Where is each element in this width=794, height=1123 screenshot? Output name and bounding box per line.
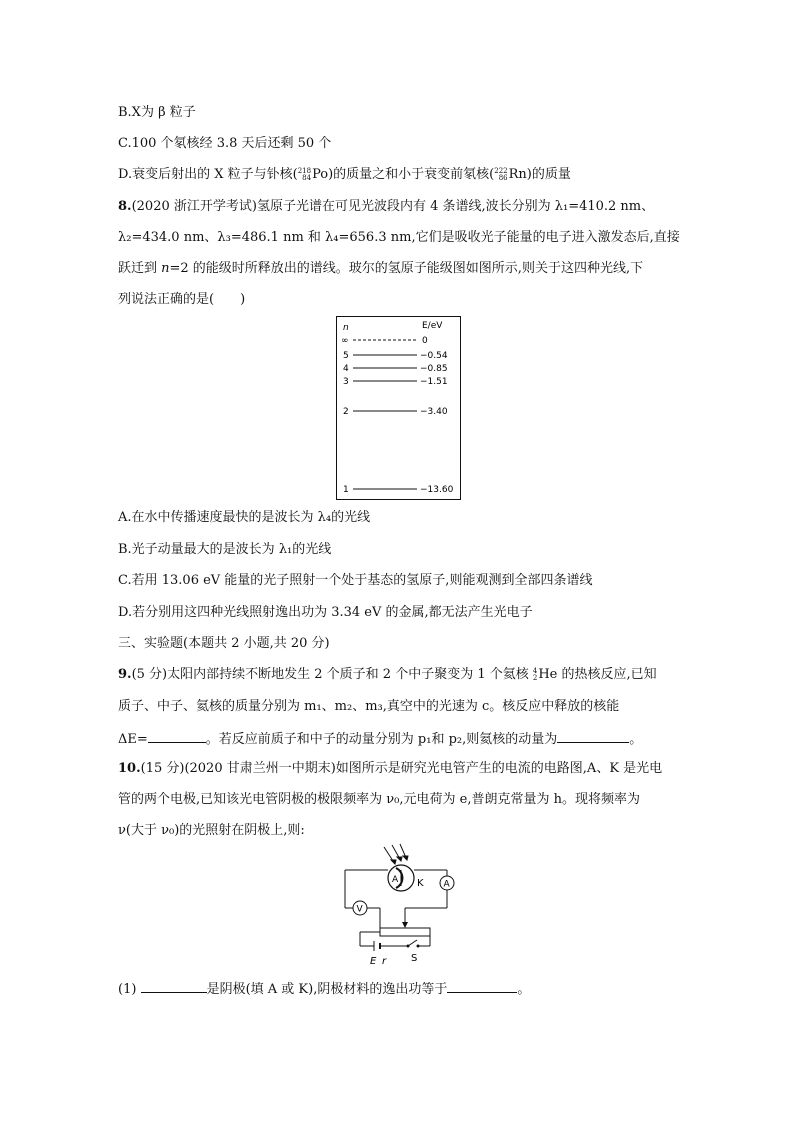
option-d: D.衰变后射出的 X 粒子与钋核( 218 84 Po)的质量之和小于衰变前氡核( 222 86 Rn)的质量 <box>118 166 571 182</box>
answer-blank-work-function[interactable] <box>447 979 517 993</box>
ammeter-label: A <box>443 879 450 890</box>
photo-tube <box>388 865 414 891</box>
level-5-e: −0.54 <box>420 351 448 361</box>
option-c: C.100 个氡核经 3.8 天后还剩 50 个 <box>118 136 332 151</box>
energy-level-diagram <box>336 316 461 500</box>
light-rays <box>384 844 408 864</box>
level-4 <box>343 364 448 374</box>
level-1 <box>343 485 454 495</box>
internal-resistance-label: r <box>382 956 387 967</box>
ammeter <box>440 876 454 890</box>
level-5-n: 5 <box>343 351 349 361</box>
answer-blank-energy[interactable] <box>148 729 206 743</box>
cathode-label: K <box>417 878 424 889</box>
he-nuclide: 4 2 <box>532 666 538 682</box>
level-3 <box>343 377 448 387</box>
battery <box>374 941 380 951</box>
n-axis-label: n <box>343 323 349 333</box>
q10-line1: 10.(15 分)(2020 甘肃兰州一中期末)如图所示是研究光电管产生的电流的电路图,A、K 是光电 <box>118 761 663 776</box>
option-b: B.X为 β 粒子 <box>118 105 196 120</box>
level-4-n: 4 <box>343 364 349 374</box>
answer-blank-cathode[interactable] <box>141 979 207 993</box>
emf-label: E <box>370 956 377 967</box>
q10-line3: ν(大于 ν₀)的光照射在阴极上,则: <box>118 823 305 838</box>
level-2 <box>343 407 448 417</box>
level-3-n: 3 <box>343 377 349 387</box>
q9-line2: 质子、中子、氦核的质量分别为 m₁、m₂、m₃,真空中的光速为 c。核反应中释放的核能 <box>118 699 620 714</box>
level-1-e: −13.60 <box>420 485 454 495</box>
level-2-n: 2 <box>343 407 349 417</box>
section-heading: 三、实验题(本题共 2 小题,共 20 分) <box>118 636 330 651</box>
q10-sub1: (1) 是阴极(填 A 或 K),阴极材料的逸出功等于 。 <box>118 979 530 999</box>
level-1-n: 1 <box>343 485 349 495</box>
level-inf-e: 0 <box>422 336 428 346</box>
level-5 <box>343 351 448 361</box>
q10-line2: 管的两个电极,已知该光电管阴极的极限频率为 ν₀,元电荷为 e,普朗克常量为 h。现将频率为 <box>118 792 640 807</box>
photoelectric-circuit-diagram <box>300 842 470 970</box>
po-nuclide: 218 84 <box>297 166 312 182</box>
level-2-e: −3.40 <box>420 407 448 417</box>
answer-blank-momentum[interactable] <box>557 729 629 743</box>
q8-option-d: D.若分别用这四种光线照射逸出功为 3.34 eV 的金属,都无法产生光电子 <box>118 605 533 620</box>
q8-option-c: C.若用 13.06 eV 能量的光子照射一个处于基态的氢原子,则能观测到全部四条谱线 <box>118 573 593 588</box>
anode-label: A <box>392 875 399 885</box>
q8-option-a: A.在水中传播速度最快的是波长为 λ₄的光线 <box>118 510 371 525</box>
rheostat <box>380 914 430 936</box>
voltmeter-label: V <box>356 904 363 915</box>
switch-label: S <box>411 953 418 964</box>
voltmeter <box>353 901 367 915</box>
q8-line2: λ₂=434.0 nm、λ₃=486.1 nm 和 λ₄=656.3 nm,它们是吸收光子能量的电子进入激发态后,直接 <box>118 230 680 245</box>
rn-nuclide: 222 86 <box>494 166 508 182</box>
q9-line3: ΔE= 。若反应前质子和中子的动量分别为 p₁和 p₂,则氦核的动量为 。 <box>118 729 642 749</box>
switch <box>407 940 420 948</box>
q8-line3: 跃迁到 n=2 的能级时所释放出的谱线。玻尔的氢原子能级图如图所示,则关于这四种光线,下 <box>118 261 644 276</box>
level-3-e: −1.51 <box>420 377 448 387</box>
q9-line1: 9.(5 分)太阳内部持续不断地发生 2 个质子和 2 个中子聚变为 1 个氦核 4 2 He 的热核反应,已知 <box>118 666 657 682</box>
level-inf-n: ∞ <box>341 336 349 346</box>
level-inf <box>341 336 428 346</box>
level-4-e: −0.85 <box>420 364 448 374</box>
q8-line4: 列说法正确的是( ) <box>118 292 246 307</box>
e-axis-label: E/eV <box>422 321 443 331</box>
q8-line1: 8.(2020 浙江开学考试)氢原子光谱在可见光波段内有 4 条谱线,波长分别为 λ₁=410.2 nm、 <box>118 199 655 214</box>
q8-option-b: B.光子动量最大的是波长为 λ₁的光线 <box>118 542 332 557</box>
